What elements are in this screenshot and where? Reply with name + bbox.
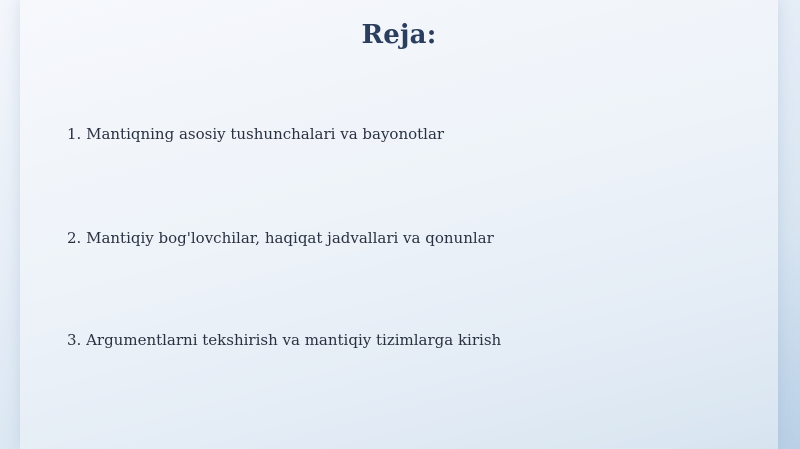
slide-title: Reja: bbox=[361, 20, 437, 50]
plan-item-3: 3. Argumentlarni tekshirish va mantiqiy tizimlarga kirish bbox=[67, 331, 502, 349]
plan-item-2: 2. Mantiqiy bog'lovchilar, haqiqat jadvallari va qonunlar bbox=[67, 229, 494, 247]
slide bbox=[20, 0, 778, 449]
plan-item-1: 1. Mantiqning asosiy tushunchalari va bayonotlar bbox=[67, 125, 445, 143]
